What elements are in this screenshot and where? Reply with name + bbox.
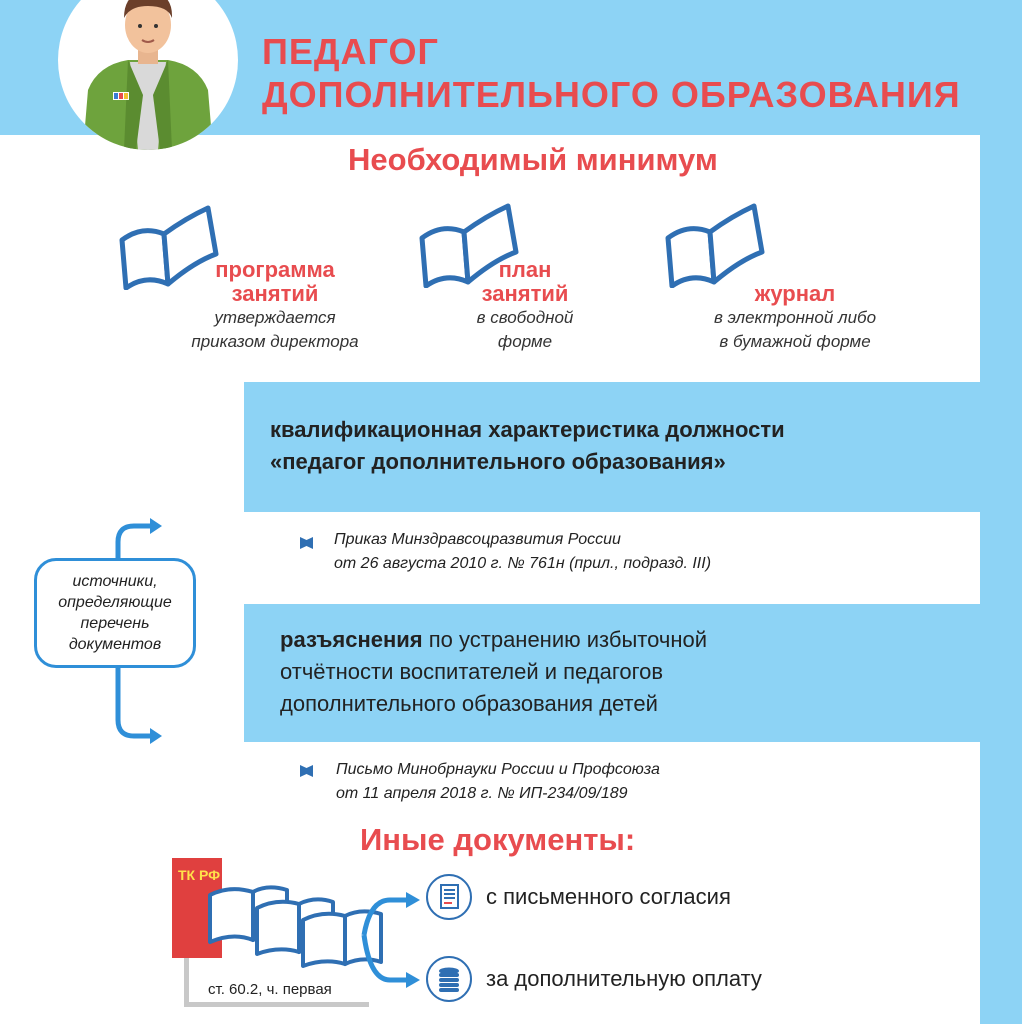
sources-label: источники, определяющие перечень документов xyxy=(34,558,196,668)
minimum-item-program: программа занятий утверждается приказом директора xyxy=(191,257,359,351)
coins-stack-icon xyxy=(426,956,472,1002)
bookmark-icon xyxy=(300,765,313,777)
document-list-icon xyxy=(426,874,472,920)
right-strip xyxy=(980,135,1022,1024)
other-heading: Иные документы: xyxy=(360,822,636,857)
minimum-item-journal: журнал в электронной либо в бумажной форме xyxy=(713,281,877,351)
article-label: ст. 60.2, ч. первая xyxy=(208,981,332,998)
other-item-payment: за дополнительную оплату xyxy=(486,966,762,991)
labor-code-book: ТК РФ xyxy=(172,858,222,958)
fork-arrows xyxy=(360,880,425,990)
explanations-text: разъяснения по устранению избыточной отчётности воспитателей и педагогов дополнительного образования детей xyxy=(280,627,707,716)
minimum-item-plan: план занятий в свободной форме xyxy=(476,257,574,351)
bookmark-icon xyxy=(300,537,313,549)
page-title: ПЕДАГОГ ДОПОЛНИТЕЛЬНОГО ОБРАЗОВАНИЯ xyxy=(262,31,961,115)
explanations-doc: Письмо Минобрнауки России и Профсоюза от 11 апреля 2018 г. № ИП-234/09/189 xyxy=(336,761,660,802)
other-item-consent: с письменного согласия xyxy=(486,884,731,909)
open-book-icon xyxy=(658,198,766,288)
qualification-text: квалификационная характеристика должности «педагог дополнительного образования» xyxy=(270,417,785,474)
qualification-doc: Приказ Минздравсоцразвития России от 26 августа 2010 г. № 761н (прил., подразд. III) xyxy=(334,531,712,572)
minimum-heading: Необходимый минимум xyxy=(348,142,718,177)
